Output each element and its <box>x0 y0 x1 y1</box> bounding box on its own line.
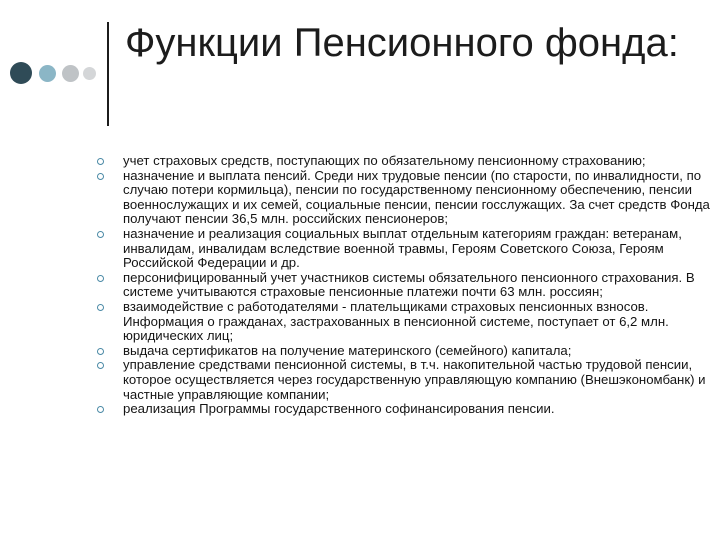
bullet-icon <box>97 304 104 311</box>
decorative-dots <box>10 62 95 86</box>
bullet-icon <box>97 406 104 413</box>
list-item-text: выдача сертификатов на получение материнского (семейного) капитала; <box>123 342 572 358</box>
list-item-text: управление средствами пенсионной системы, в т.ч. накопительной частью трудовой пенсии, которое осуществляется через государственную управляющую компанию (Внешэкономбанк) и частные управляющие компании; <box>123 357 706 402</box>
list-item <box>96 169 711 227</box>
list-item-text: реализация Программы государственного софинансирования пенсии. <box>123 401 555 417</box>
list-item <box>96 300 711 344</box>
dot-light-gray <box>83 67 96 80</box>
list-item-text: учет страховых средств, поступающих по обязательному пенсионному страхованию; <box>123 153 646 168</box>
title-divider <box>107 22 109 126</box>
bullet-icon <box>97 231 104 238</box>
dot-dark <box>10 62 32 84</box>
list-item <box>96 344 711 359</box>
list-item <box>96 271 711 300</box>
bullet-icon <box>97 275 104 282</box>
list-item-text: взаимодействие с работодателями - плательщиками страховых пенсионных взносов. Информация о гражданах, застрахованных в пенсионной системе, поступает от 6,2 млн. юридических лиц; <box>123 298 669 344</box>
list-item <box>96 227 711 271</box>
list-item-text: назначение и выплата пенсий. Среди них трудовые пенсии (по старости, по инвалидности, по случаю потери кормильца), пенсии по государственному пенсионному обеспечению, пенсии военнослужащих и их семей, социальные пенсии, пенсии госслужащих. За счет средств Фонда получают пенсии 36,5 млн. российских пенсионеров; <box>123 167 710 227</box>
dot-gray <box>62 65 79 82</box>
list-item <box>96 154 711 169</box>
bullet-icon <box>97 362 104 369</box>
list-item <box>96 402 711 417</box>
bullet-icon <box>97 158 104 165</box>
list-item-text: персонифицированный учет участников системы обязательного пенсионного страхования. В системе учитываются страховые пенсионные платежи почти 63 млн. россиян; <box>123 269 695 300</box>
functions-list <box>96 154 711 417</box>
list-item <box>96 358 711 402</box>
list-item-text: назначение и реализация социальных выплат отдельным категориям граждан: ветеранам, инвалидам, инвалидам вследствие военной травмы, Героям Советского Союза, Героям Российской Федерации и др. <box>123 225 682 271</box>
bullet-icon <box>97 348 104 355</box>
bullet-icon <box>97 173 104 180</box>
dot-light-blue <box>39 65 56 82</box>
slide-title: Функции Пенсионного фонда: <box>125 21 679 65</box>
